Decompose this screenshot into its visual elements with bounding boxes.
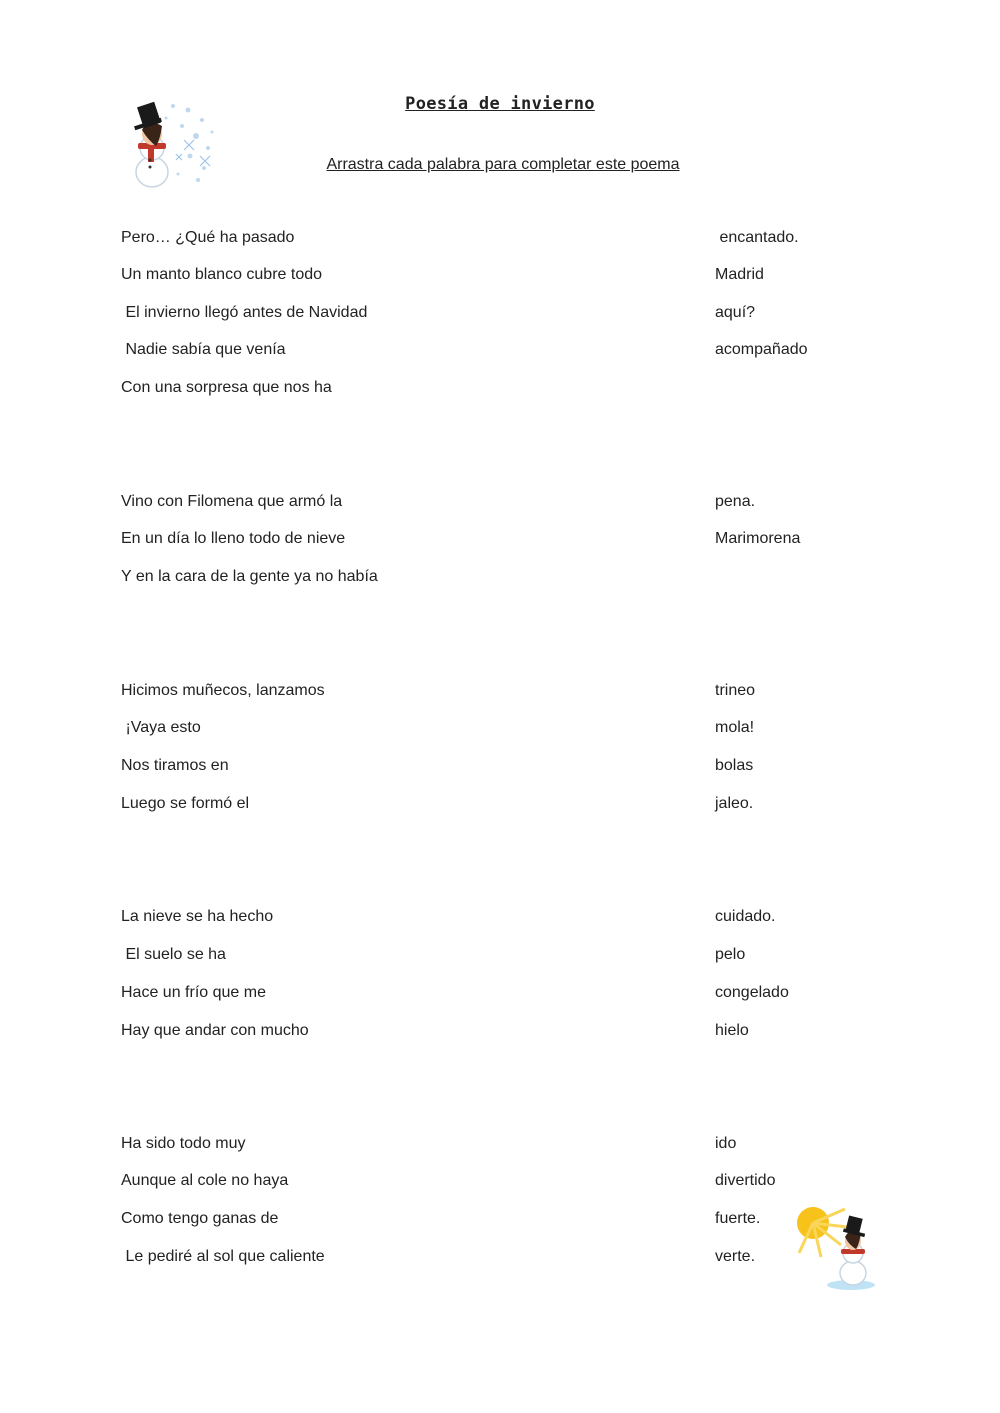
poem-line: Hace un frío que me	[121, 984, 266, 1001]
snowman-with-sun-icon	[795, 1203, 881, 1291]
draggable-word[interactable]: trineo	[715, 682, 756, 699]
poem-line: Hicimos muñecos, lanzamos	[121, 682, 325, 699]
poem-line: Hay que andar con mucho	[121, 1022, 309, 1039]
poem-line: Vino con Filomena que armó la	[121, 493, 343, 510]
draggable-word[interactable]: verte.	[715, 1248, 756, 1265]
draggable-word[interactable]: hielo	[715, 1022, 749, 1039]
poem-line: La nieve se ha hecho	[121, 908, 274, 925]
poem-line: ¡Vaya esto	[121, 719, 201, 736]
poem-line: Luego se formó el	[121, 795, 250, 812]
page-title: Poesía de invierno	[405, 94, 595, 114]
draggable-word[interactable]: pelo	[715, 946, 746, 963]
draggable-word[interactable]: cuidado.	[715, 908, 776, 925]
draggable-word[interactable]: aquí?	[715, 304, 756, 321]
poem-line: Con una sorpresa que nos ha	[121, 379, 332, 396]
poem-line: Nadie sabía que venía	[121, 341, 286, 358]
instructions-subtitle: Arrastra cada palabra para completar este poema	[326, 156, 680, 173]
poem-line: Y en la cara de la gente ya no había	[121, 568, 378, 585]
draggable-word[interactable]: bolas	[715, 757, 754, 774]
poem-line: Ha sido todo muy	[121, 1135, 246, 1152]
poem-line: Un manto blanco cubre todo	[121, 266, 323, 283]
draggable-word[interactable]: mola!	[715, 719, 755, 736]
draggable-word[interactable]: Madrid	[715, 266, 764, 283]
poem-line: Nos tiramos en	[121, 757, 229, 774]
poem-line: Aunque al cole no haya	[121, 1172, 289, 1189]
draggable-word[interactable]: divertido	[715, 1172, 776, 1189]
draggable-word[interactable]: encantado.	[715, 229, 799, 246]
draggable-word[interactable]: jaleo.	[715, 795, 754, 812]
draggable-word[interactable]: acompañado	[715, 341, 808, 358]
draggable-word[interactable]: ido	[715, 1135, 737, 1152]
poem-line: El suelo se ha	[121, 946, 226, 963]
poem-line: El invierno llegó antes de Navidad	[121, 304, 368, 321]
poem-line: Pero… ¿Qué ha pasado	[121, 229, 295, 246]
poem-line: En un día lo lleno todo de nieve	[121, 530, 346, 547]
draggable-word[interactable]: Marimorena	[715, 530, 801, 547]
draggable-word[interactable]: congelado	[715, 984, 789, 1001]
poem-line: Como tengo ganas de	[121, 1210, 279, 1227]
draggable-word[interactable]: fuerte.	[715, 1210, 761, 1227]
poem-line: Le pediré al sol que caliente	[121, 1248, 325, 1265]
draggable-word[interactable]: pena.	[715, 493, 756, 510]
